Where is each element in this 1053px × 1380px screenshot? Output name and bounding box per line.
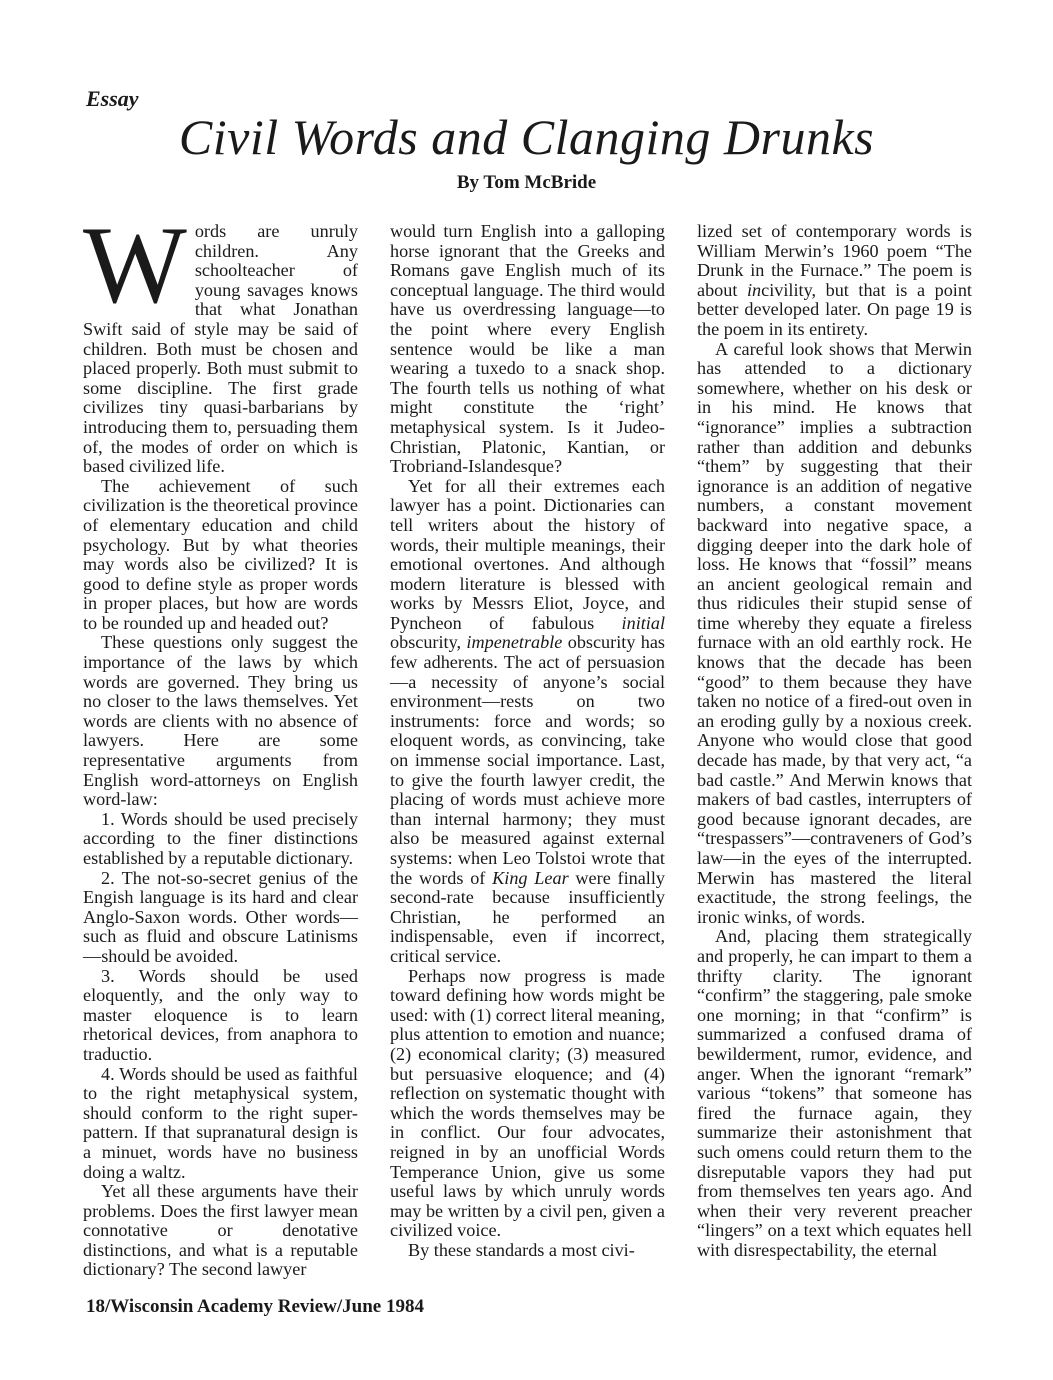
drop-cap: W [83, 204, 187, 326]
paragraph: 3. Words should be used eloquently, and the only way to master eloquence is to learn rhetorical devices, from anaphora to traductio. [83, 965, 358, 1064]
paragraph: Words are unruly children. Any schoolteacher of young savages knows that what Jonathan Swift said of style may be said of children. Both must be chosen and placed properly. Both must submit to some discipline. The first grade civilizes tiny quasi-barbarians by introducing them to, persuading them of, the modes of order on which is based civilized life. [83, 204, 358, 477]
article-column-1 [83, 204, 358, 1280]
paragraph: 1. Words should be used precisely according to the finer distinctions established by a reputable dictionary. [83, 808, 358, 868]
paragraph: The achievement of such civilization is the theoretical province of elementary education and child psychology. But by what theories may words also be civilized? It is good to define style as proper words in proper places, but how are words to be rounded up and headed out? [83, 475, 358, 633]
paragraph: would turn English into a galloping horse ignorant that the Greeks and Romans gave English much of its conceptual language. The third would have us overdressing language—to the point where every English sentence would be like a man wearing a tuxedo to a snack shop. The fourth tells us nothing of what might constitute the ‘right’ metaphysical system. Is it Judeo-Christian, Platonic, Kantian, or Trobriand-Islandesque? [390, 221, 665, 477]
section-label: Essay [86, 86, 139, 111]
paragraph: Yet all these arguments have their problems. Does the first lawyer mean connotative or denotative distinctions, and what is a reputable dictionary? The second lawyer [83, 1181, 358, 1280]
page-footer: 18/Wisconsin Academy Review/June 1984 [86, 1296, 424, 1317]
paragraph: Perhaps now progress is made toward defining how words might be used: with (1) correct literal meaning, plus attention to emotion and nuance; (2) economical clarity; (3) measured but persuasive eloquence; and (4) reflection on systematic thought with which the words themselves may be in conflict. Our four advocates, reigned in by an unofficial Words Temperance Union, give us some useful laws by which unruly words may be written by a civil pen, given a civilized voice. [390, 965, 665, 1241]
paragraph: 2. The not-so-secret genius of the Engish language is its hard and clear Anglo-Saxon words. Other words—such as fluid and obscure Latinisms—should be avoided. [83, 867, 358, 966]
paragraph: And, placing them strategically and properly, he can impart to them a thrifty clarity. The ignorant “confirm” the staggering, pale smoke one morning; in that “confirm” is summarized a confused drama of bewilderment, rumor, evidence, and anger. When the ignorant “remark” various “tokens” that someone has fired the furnace again, they summarize their astonishment that such omens could return them to the disreputable vapors they had put from themselves ten years ago. And when their very reverent preacher “lingers” on a text which equates hell with disrespectability, the eternal [697, 926, 972, 1260]
article-column-3 [697, 222, 972, 1260]
byline: By Tom McBride [456, 172, 597, 193]
paragraph: Yet for all their extremes each lawyer has a point. Dictionaries can tell writers about the history of words, their multiple meanings, their emotional overtones. And although modern literature is blessed with works by Messrs Eliot, Joyce, and Pyncheon of fabulous initial obscurity, impenetrable obscurity has few adherents. The act of persuasion—a necessity of anyone’s social environment—rests on two instruments: force and words; so eloquent words, as convincing, take on immense social importance. Last, to give the fourth lawyer credit, the placing of words must achieve more than internal harmony; they must also be measured against external systems: when Leo Tolstoi wrote that the words of King Lear were finally second-rate because insufficiently Christian, he performed an indispensable, even if incorrect, critical service. [390, 475, 666, 966]
paragraph: These questions only suggest the importance of the laws by which words are governed. They bring us no closer to the laws themselves. Yet words are clients with no absence of lawyers. Here are some representative arguments from English word-attorneys on English word-law: [83, 632, 358, 810]
paragraph: lized set of contemporary words is William Merwin’s 1960 poem “The Drunk in the Furnace.” The poem is about incivility, but that is a point better developed later. On page 19 is the poem in its entirety. [697, 221, 972, 339]
article-column-2 [390, 222, 665, 1260]
article-title: Civil Words and Clanging Drunks [178, 109, 875, 165]
paragraph: A careful look shows that Merwin has attended to a dictionary somewhere, whether on his desk or in his mind. He knows that “ignorance” implies a subtraction rather than addition and debunks “them” by suggesting that their ignorance is an addition of negative numbers, a constant movement backward into negative space, a digging deeper into the dark hole of loss. He knows that “fossil” means an ancient geological remain and thus ridicules their stupid sense of time whereby they equate a fireless furnace with an old earthly rock. He knows that the decade has been “good” to them because they have taken no notice of a fired-out oven in an eroding gully by a noxious creek. Anyone who would close that good decade has made, by that very act, “a bad castle.” And Merwin knows that makers of bad castles, interrupters of good because ignorant decades, are “trespassers”—contraveners of God’s law—in the eyes of the interrupted. Merwin has mastered the literal exactitude, the strong feelings, the ironic winks, of words. [697, 338, 972, 927]
paragraph: By these standards a most civi- [408, 1239, 635, 1260]
paragraph: 4. Words should be used as faithful to the right metaphysical system, should conform to the right super-pattern. If that supranatural design is a minuet, words have no business doing a waltz. [83, 1063, 358, 1182]
